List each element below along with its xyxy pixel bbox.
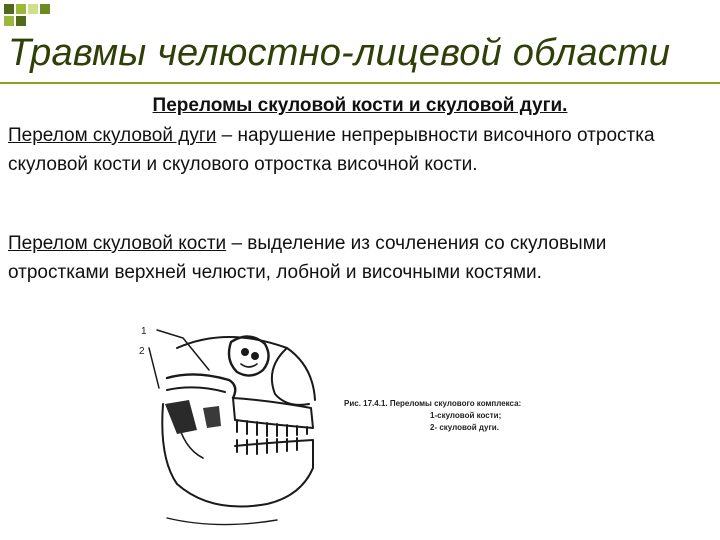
caption-line-3: 2- скуловой дуги. bbox=[430, 423, 499, 432]
definition-zygomatic-arch bbox=[8, 121, 708, 179]
slide-title: Травмы челюстно-лицевой области bbox=[8, 32, 671, 74]
corner-square-2 bbox=[16, 4, 26, 14]
caption-line-2: 1-скуловой кости; bbox=[430, 411, 502, 420]
figure-caption bbox=[344, 398, 604, 434]
title-divider bbox=[0, 82, 720, 84]
skull-drawing bbox=[137, 308, 317, 533]
definition-zygomatic-bone bbox=[8, 229, 708, 287]
figure-label-2: 2 bbox=[139, 346, 145, 357]
corner-square-5 bbox=[16, 16, 26, 26]
definition-text-arch: – нарушение непрерывности височного отростка скуловой кости и скулового отростка височной кости. bbox=[8, 125, 655, 175]
figure-label-1: 1 bbox=[141, 326, 147, 337]
caption-line-1: Рис. 17.4.1. Переломы скулового комплекса: bbox=[344, 399, 522, 408]
corner-square-3 bbox=[28, 4, 38, 14]
corner-square-6 bbox=[40, 4, 50, 14]
slide-subtitle: Переломы скуловой кости и скуловой дуги. bbox=[152, 95, 568, 116]
term-zygomatic-arch-fracture: Перелом скуловой дуги bbox=[8, 125, 217, 146]
definition-text-bone: – выделение из сочленения со скуловыми отростками верхней челюсти, лобной и височными костями. bbox=[8, 233, 607, 283]
corner-square-4 bbox=[4, 16, 14, 26]
skull-illustration bbox=[137, 308, 317, 533]
corner-square-1 bbox=[4, 4, 14, 14]
term-zygomatic-bone-fracture: Перелом скуловой кости bbox=[8, 233, 227, 254]
